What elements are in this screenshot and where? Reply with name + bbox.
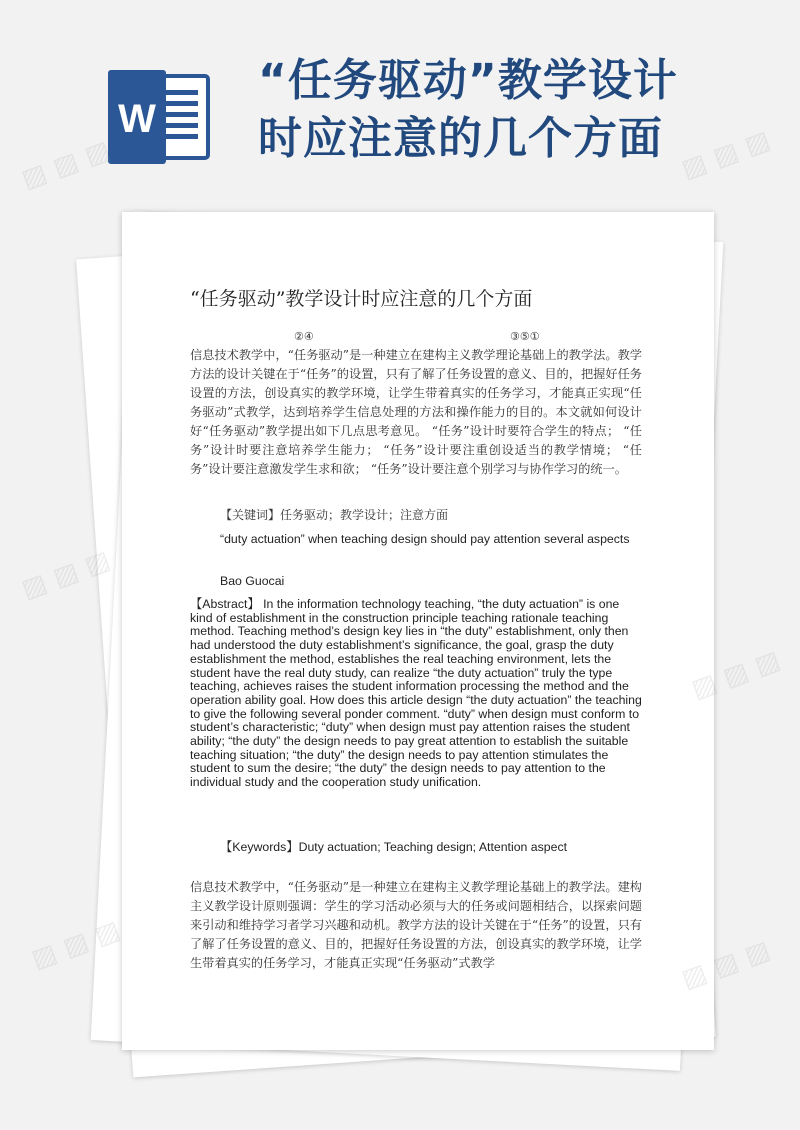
watermark-mark: ▨ ▨ ▨ [17,135,115,195]
abstract-chinese: 信息技术教学中，“任务驱动”是一种建立在建构主义教学理论基础上的教学法。教学方法的设计关键在于“任务”的设置，只有了解了任务设置的意义、目的，把握好任务设置的方法，创设真实的教学环境，让学生带着真实的任务学习，才能真正实现“任务驱动”式教学，达到培养学生信息处理的方法和操作能力的目的。本文就如何设计好“任务驱动”教学提出如下几点思考意见。 “任务”设计时要符合学生的特点； “任务”设计时要注意培养学生能力； “任务”设计要注重创设适当的教学情境； “任务”设计要注意激发学生求和欲； “任务”设计要注意个别学习与协作学习的统一。 [190,348,642,476]
body-chinese: 信息技术教学中，“任务驱动”是一种建立在建构主义教学理论基础上的教学法。建构主义教学设计原则强调：学生的学习活动必须与大的任务或问题相结合，以探索问题来引动和维持学习者学习兴趣和动机。教学方法的设计关键在于“任务”的设置，只有了解了任务设置的意义、目的，把握好任务设置的方法，创设真实的教学环境，让学生带着真实的任务学习，才能真正实现“任务驱动”式教学 [190,880,642,970]
watermark-mark: ▨ ▨ ▨ [27,915,125,975]
keywords-english: 【Keywords】Duty actuation; Teaching design; Attention aspect [220,840,568,854]
banner-title [258,52,758,168]
document-title: “任务驱动”教学设计时应注意的几个方面 [190,288,533,310]
watermark-mark: ▨ ▨ ▨ [677,125,775,185]
word-document-icon [108,70,212,164]
keywords-chinese: 【关键词】任务驱动；教学设计；注意方面 [220,508,449,522]
document-page [122,212,714,1050]
note-marks-b: ③⑤① [510,330,540,343]
author-name: Bao Guocai [220,574,285,588]
note-marks-a: ②④ [294,330,314,343]
abstract-english: 【Abstract】 In the information technology teaching, “the duty actuation” is one kind of establishment in the construction principle teaching rationale teaching method. Teaching method’s design key lies in “the duty” establishment, only then had understood the duty establishment’s significance, the goal, grasp the duty establishment the method, establishes the real teaching environment, lets the student have the real duty study, can realize “the duty actuation” truly the type teaching, achieves raises the student information processing the method and the operation ability goal. How does this article design “the duty actuation” the teaching to give the following several ponder comment. “duty” when design must conform to student’s characteristic; “duty” when design must pay attention raises the student ability; “the duty” the design needs to pay great attention to establish the suitable teaching situation; “the duty” the design needs to pay attention stimulates the student to sum the desire; “the duty” the design needs to pay attention to the individual study and the cooperation study unification. [190,597,642,790]
banner-title-line-1: “任务驱动”教学设计 [258,55,678,106]
watermark-mark: ▨ ▨ ▨ [17,545,115,605]
word-logo-letter: W [118,97,156,141]
english-title: “duty actuation” when teaching design should pay attention several aspects [220,532,630,546]
watermark-mark: ▨ ▨ ▨ [677,935,775,995]
banner-title-line-2: 时应注意的几个方面 [258,113,663,164]
watermark-mark: ▨ ▨ ▨ [687,645,785,705]
